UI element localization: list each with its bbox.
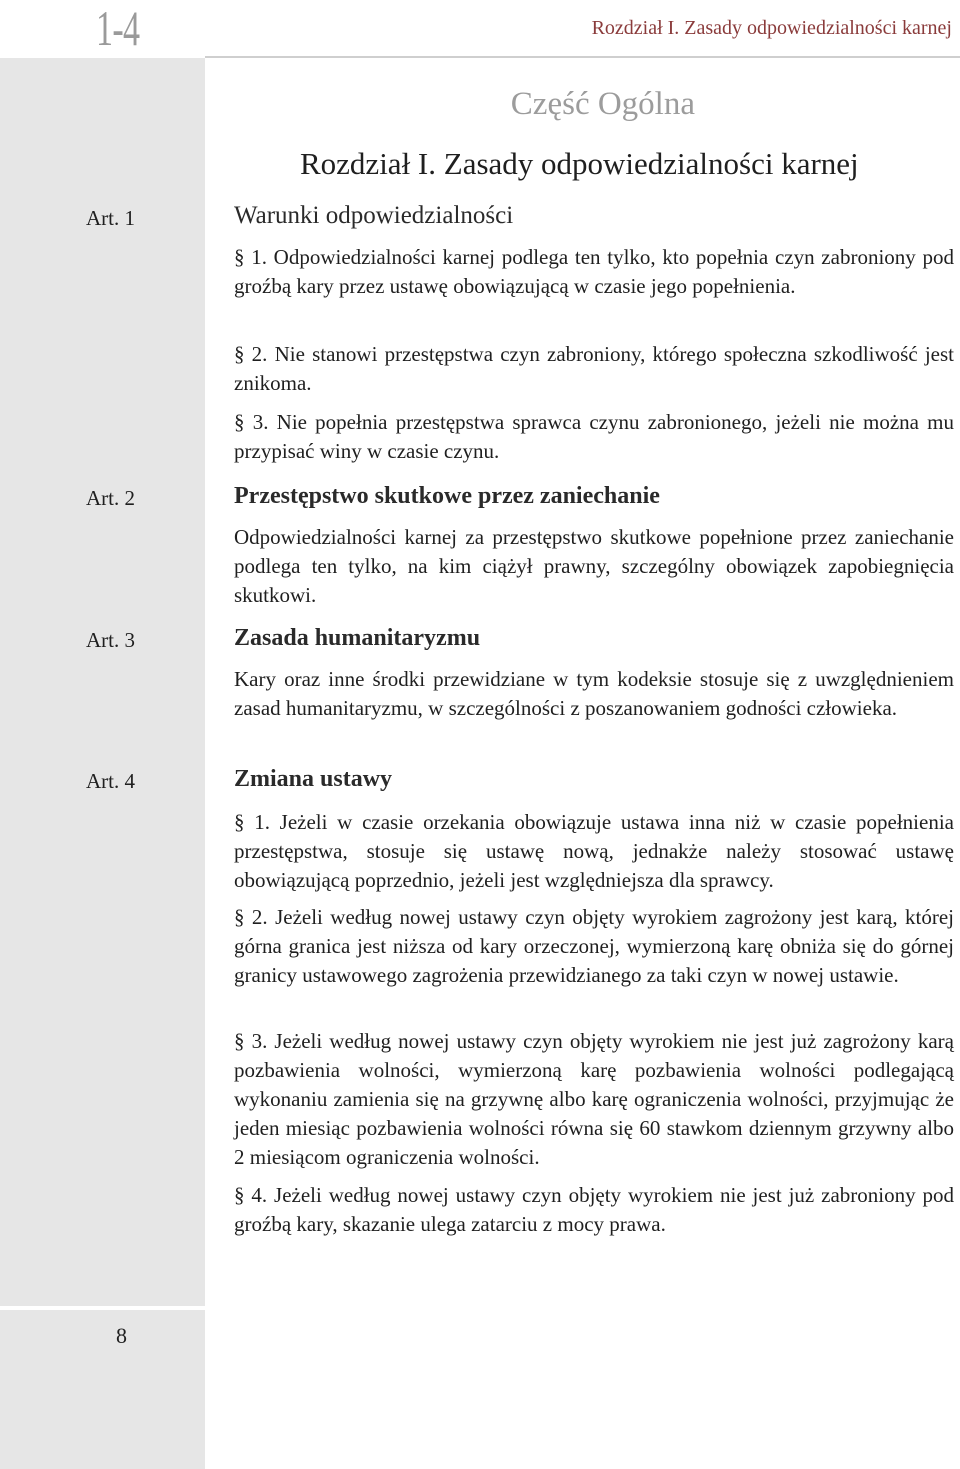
article-3-paragraph-1: Kary oraz inne środki przewidziane w tym kodeksie stosuje się z uwzględnieniem zasad humanitaryzmu, w szczególności z poszanowaniem godności człowieka. [234,667,954,720]
chapter-title: Rozdział I. Zasady odpowiedzialności karnej [300,146,859,181]
header-rule [205,56,960,58]
article-4-paragraph-1: § 1. Jeżeli w czasie orzekania obowiązuje ustawa inna niż w czasie popełnienia przestępstwa, stosuje się ustawę nową, jednakże należy stosować ustawę obowiązującą poprzednio, jeżeli jest względniejsza dla sprawcy. [234,810,954,892]
article-2-paragraph-1: Odpowiedzialności karnej za przestępstwo skutkowe popełnione przez zaniechanie podlega ten tylko, na kim ciążył prawny, szczególny obowiązek zapobiegnięcia skutkowi. [234,525,954,607]
article-heading-2: Przestępstwo skutkowe przez zaniechanie [234,483,660,509]
article-heading-4: Zmiana ustawy [234,766,393,792]
page-number: 8 [116,1323,127,1348]
article-label-2: Art. 2 [86,486,135,510]
article-heading-3: Zasada humanitaryzmu [234,625,481,651]
running-header-chapter: Rozdział I. Zasady odpowiedzialności karnej [591,17,952,39]
footer-rule [0,1306,205,1310]
article-1-paragraph-2: § 2. Nie stanowi przestępstwa czyn zabroniony, którego społeczna szkodliwość jest znikoma. [234,342,954,395]
article-label-3: Art. 3 [86,628,135,652]
article-4-paragraph-2: § 2. Jeżeli według nowej ustawy czyn objęty wyrokiem zagrożony jest karą, której górna granica jest niższa od kary orzeczonej, wymierzoną karę obniża się do górnej granicy ustawowego zagrożenia przewidzianego za taki czyn w nowej ustawie. [234,905,954,987]
article-label-1: Art. 1 [86,206,135,230]
article-label-4: Art. 4 [86,769,135,793]
article-4-paragraph-4: § 4. Jeżeli według nowej ustawy czyn objęty wyrokiem nie jest już zabroniony pod groźbą kary, skazanie ulega zatarciu z mocy prawa. [234,1183,954,1236]
margin-gray-band [0,58,205,1469]
article-1-paragraph-1: § 1. Odpowiedzialności karnej podlega ten tylko, kto popełnia czyn zabroniony pod groźbą kary przez ustawę obowiązującą w czasie jego popełnienia. [234,245,954,298]
article-1-paragraph-3: § 3. Nie popełnia przestępstwa sprawca czynu zabronionego, jeżeli nie można mu przypisać winy w czasie czynu. [234,410,954,463]
article-heading-1: Warunki odpowiedzialności [234,202,514,229]
article-4-paragraph-3: § 3. Jeżeli według nowej ustawy czyn objęty wyrokiem nie jest już zagrożony karą pozbawienia wolności, wymierzoną karę pozbawienia wolności podlegającą wykonaniu zamienia się na grzywnę albo karę ograniczenia wolności, przyjmując że jeden miesiąc pozbawienia wolności równa się 60 stawkom dziennym grzywny albo 2 miesiącom ograniczenia wolności. [234,1029,954,1169]
header-article-range: 1-4 [96,0,140,56]
part-title: Część Ogólna [510,86,695,122]
